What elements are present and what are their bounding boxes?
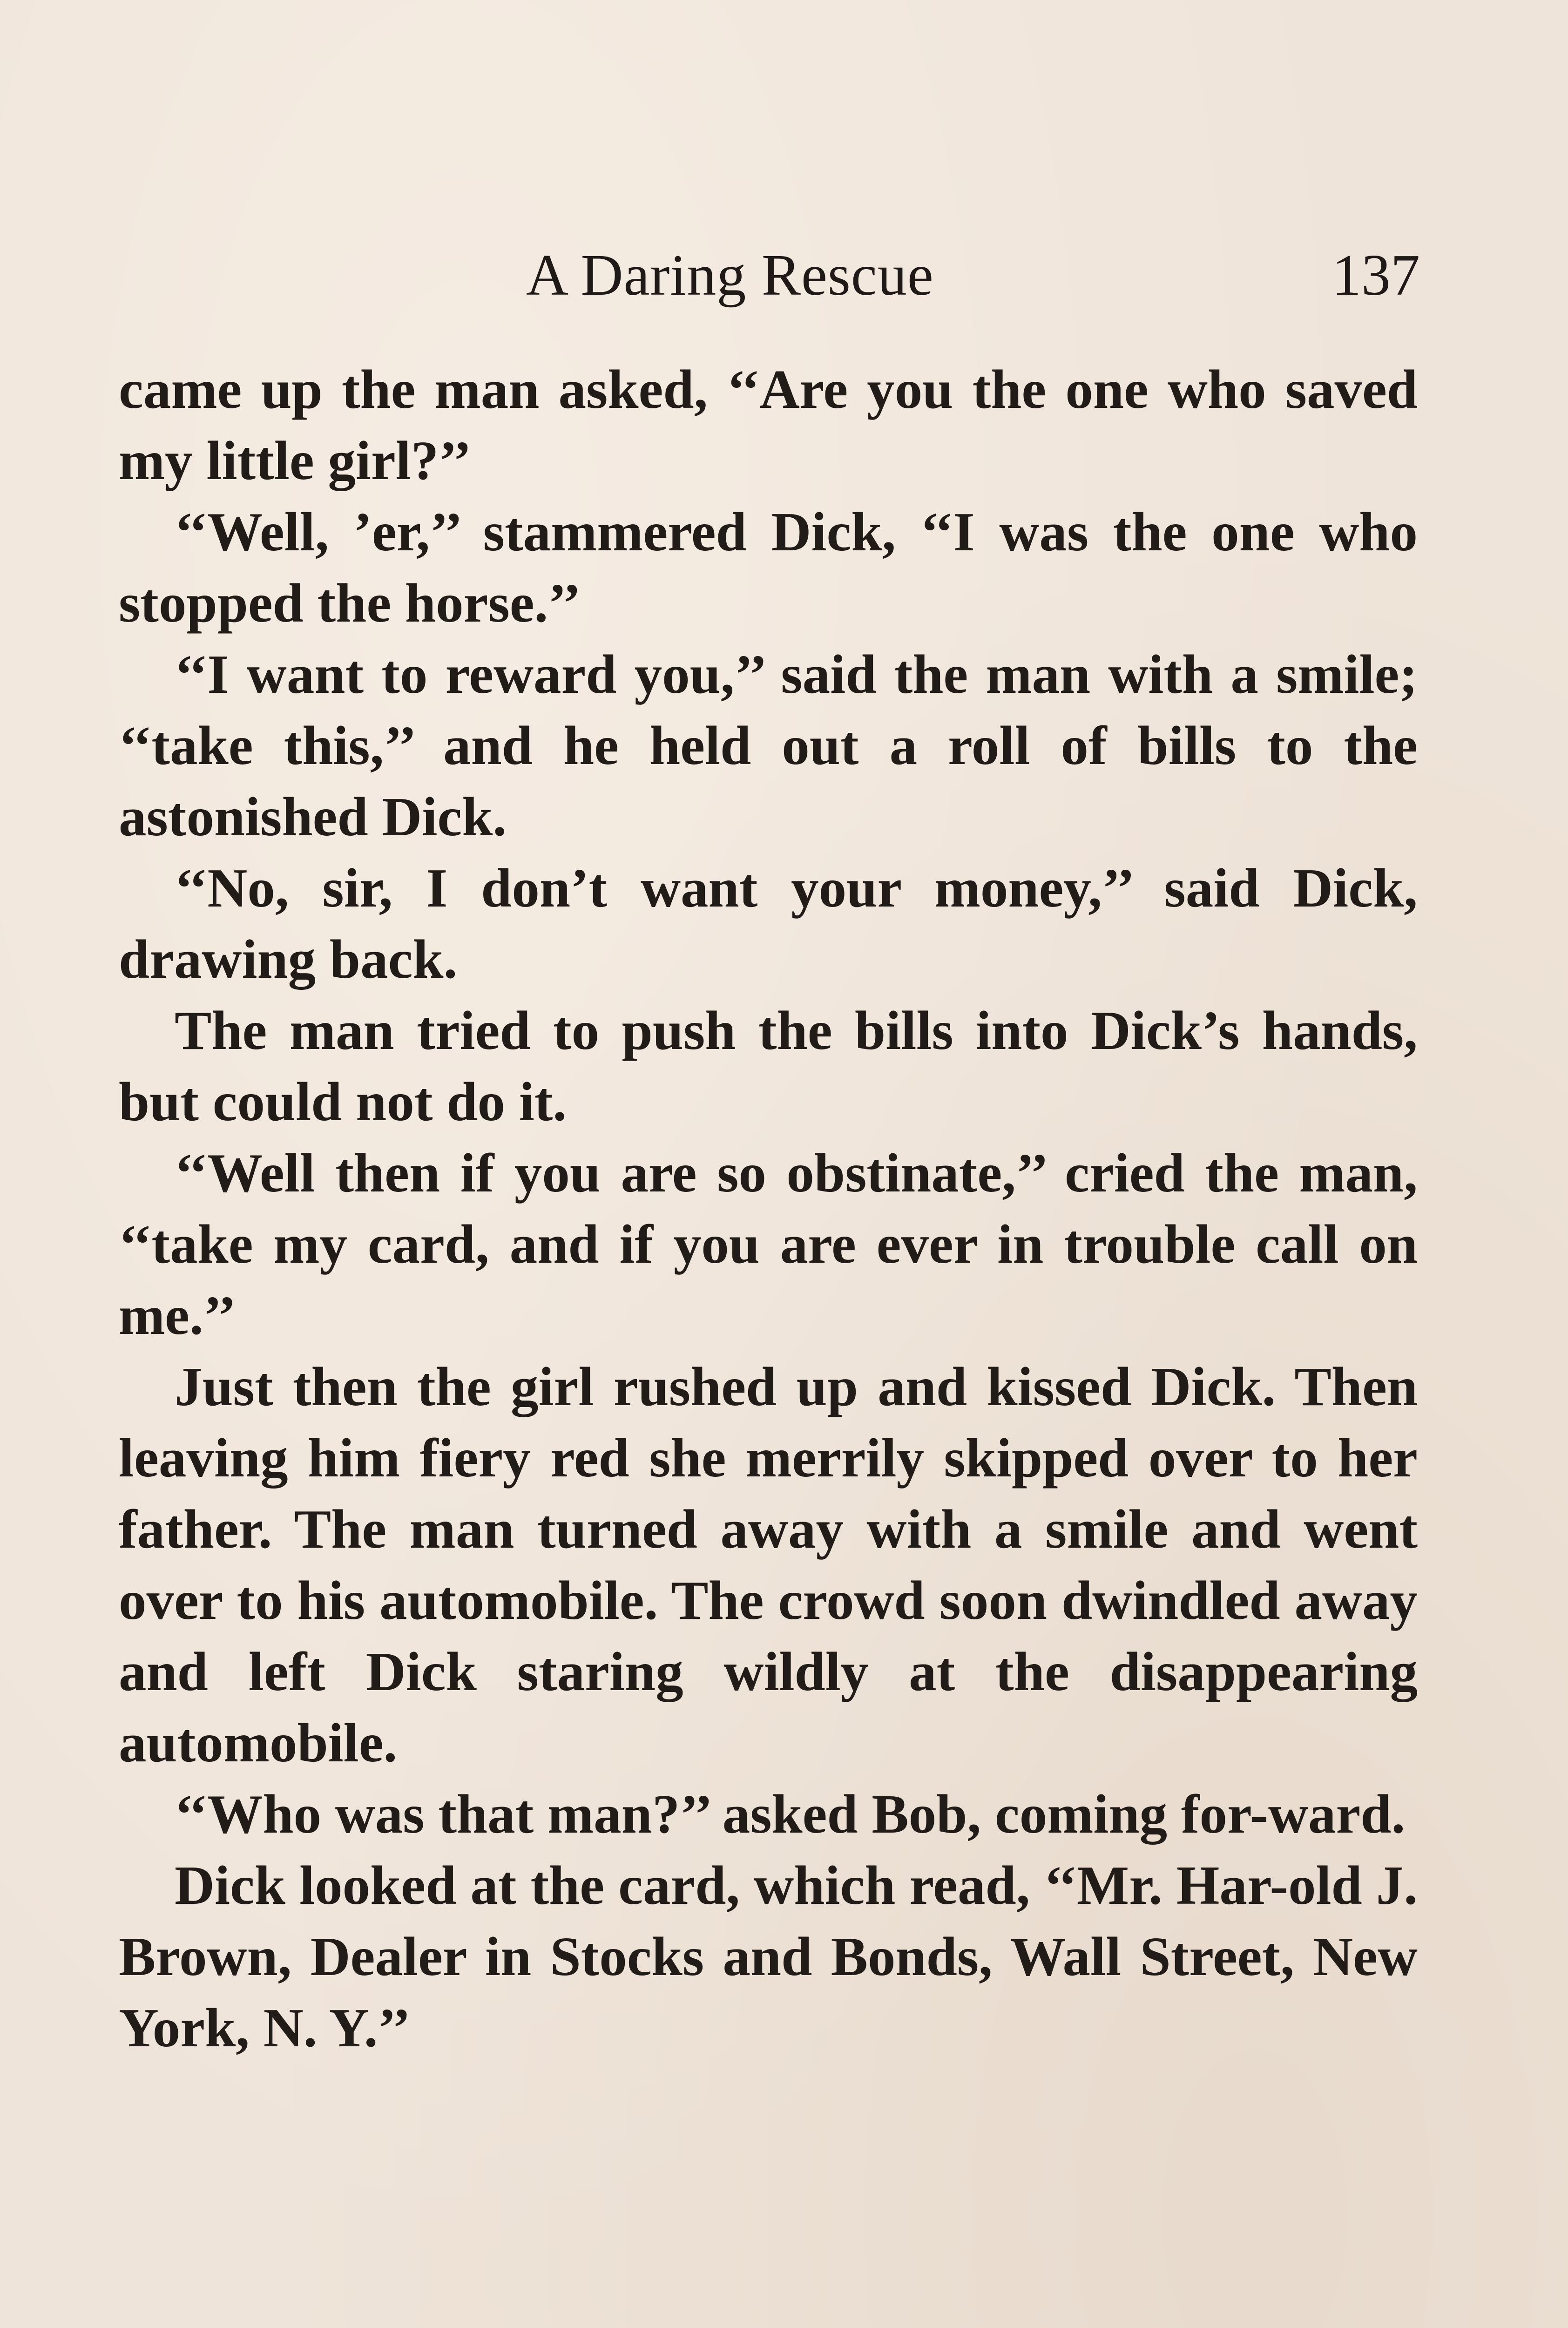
paragraph: ‘‘I want to reward you,’’ said the man with a smile; ‘‘take this,’’ and he held out a roll of bills to the astonished Dick. (119, 643, 1418, 847)
paragraph: came up the man asked, ‘‘Are you the one who saved my little girl?’’ (119, 359, 1418, 491)
paragraph: ‘‘Well then if you are so obstinate,’’ cried the man, ‘‘take my card, and if you are ever in trouble call on me.’’ (119, 1142, 1418, 1346)
paragraph: Dick looked at the card, which read, ‘‘Mr. Har-old J. Brown, Dealer in Stocks and Bonds, Wall Street, New York, N. Y.’’ (119, 1854, 1418, 2058)
paragraph: The man tried to push the bills into Dick’s hands, but could not do it. (119, 1000, 1418, 1132)
paragraph: ‘‘No, sir, I don’t want your money,’’ said Dick, drawing back. (119, 857, 1418, 990)
body-text (119, 354, 1418, 2064)
paragraph: ‘‘Well, ’er,’’ stammered Dick, ‘‘I was the one who stopped the horse.’’ (119, 501, 1418, 634)
running-head (116, 242, 1420, 317)
paragraph: Just then the girl rushed up and kissed Dick. Then leaving him fiery red she merrily skipped over to her father. The man turned away with a smile and went over to his automobile. The crowd soon dwindled away and left Dick staring wildly at the disappearing automobile. (119, 1356, 1418, 1773)
running-title: A Daring Rescue (526, 243, 934, 308)
page-number: 137 (1332, 243, 1420, 308)
paragraph: ‘‘Who was that man?’’ asked Bob, coming for-ward. (175, 1783, 1406, 1845)
